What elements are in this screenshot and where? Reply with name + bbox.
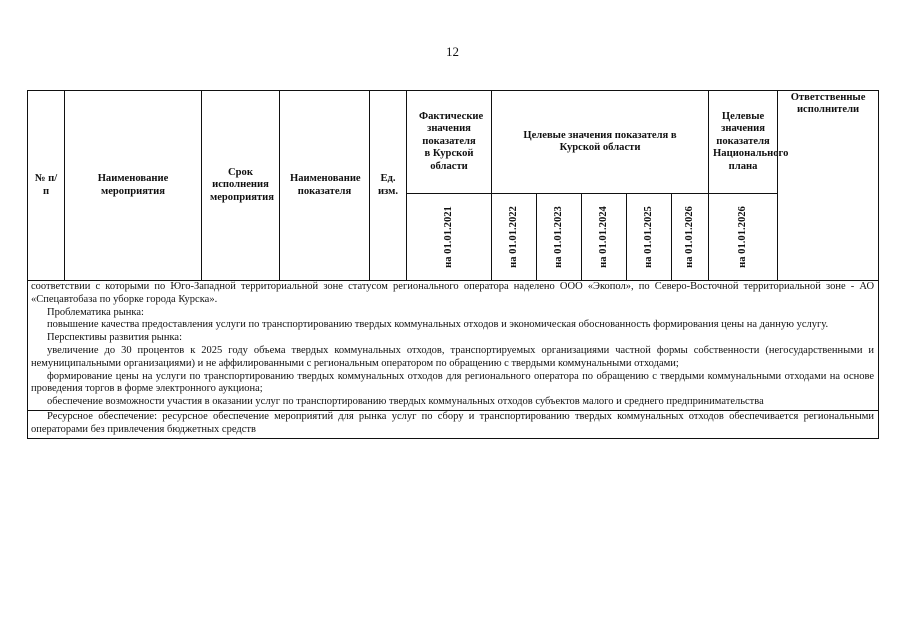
header-date-target-5 [672, 194, 709, 281]
date-target-label: на 01.01.2026 [684, 206, 696, 268]
prospect-item: формирование цены на услуги по транспортированию твердых коммунальных отходов для регионального оператора по обращению с твердыми коммунальными отходами на основе проведения торгов в форме электронного аукциона; [31, 370, 875, 395]
header-date-national [709, 194, 778, 281]
document-table [27, 90, 879, 439]
date-target-label: на 01.01.2024 [598, 206, 609, 268]
date-national-label: на 01.01.2026 [737, 206, 749, 268]
header-unit: Ед. изм. [370, 91, 407, 281]
header-date-target-3 [582, 194, 627, 281]
resources-text: Ресурсное обеспечение: ресурсное обеспечение мероприятий для рынка услуг по сбору и транспортированию твердых коммунальных отходов обеспечивается региональными операторами без привлечения бюджетных средств [31, 410, 875, 435]
header-date-target-4 [627, 194, 672, 281]
continuation-paragraph: соответствии с которыми по Юго-Западной территориальной зоне статусом регионального оператора наделено ООО «Экопол», по Северо-Восточной территориальной зоне - АО «Спецавтобаза по уборке города Курска». [31, 281, 875, 305]
date-target-label: на 01.01.2023 [553, 206, 564, 268]
header-indicator-name: Наименование показателя [280, 91, 370, 281]
header-date-target-1 [492, 194, 537, 281]
problem-text: повышение качества предоставления услуги по транспортированию твердых коммунальных отходов и экономическая обоснованность формирования цены на данную услугу. [47, 319, 829, 331]
header-num: № п/п [28, 91, 65, 281]
header-target-region: Целевые значения показателя в Курской области [492, 91, 709, 194]
header-term: Срок исполнения мероприятия [202, 91, 280, 281]
header-date-target-2 [537, 194, 582, 281]
prospect-item: обеспечение возможности участия в оказании услуг по транспортированию твердых коммунальных отходов субъектов малого и среднего предпринимательства [47, 396, 764, 408]
prospect-item: увеличение до 30 процентов к 2025 году объема твердых коммунальных отходов, транспортируемых организациями частной формы собственности (негосударственными и немуниципальными организациями) и не аффилированными с региональным оператором по обращению с твердыми коммунальными отходами; [31, 344, 875, 369]
prospects-title: Перспективы развития рынка: [47, 332, 182, 344]
header-date-actual [407, 194, 492, 281]
date-target-label: на 01.01.2025 [643, 206, 654, 268]
header-actual-values: Фактические значения показателя в Курской области [407, 91, 492, 194]
resources-cell [28, 410, 879, 438]
header-responsible: Ответственные исполнители [778, 91, 879, 281]
date-actual-label: на 01.01.2021 [443, 206, 454, 268]
market-description-cell [28, 281, 879, 411]
problem-title: Проблематика рынка: [47, 306, 144, 318]
page-number: 12 [446, 44, 459, 59]
header-target-national: Целевые значения показателя Национального плана [709, 91, 778, 194]
header-event-name: Наименование мероприятия [65, 91, 202, 281]
date-target-label: на 01.01.2022 [508, 206, 519, 268]
